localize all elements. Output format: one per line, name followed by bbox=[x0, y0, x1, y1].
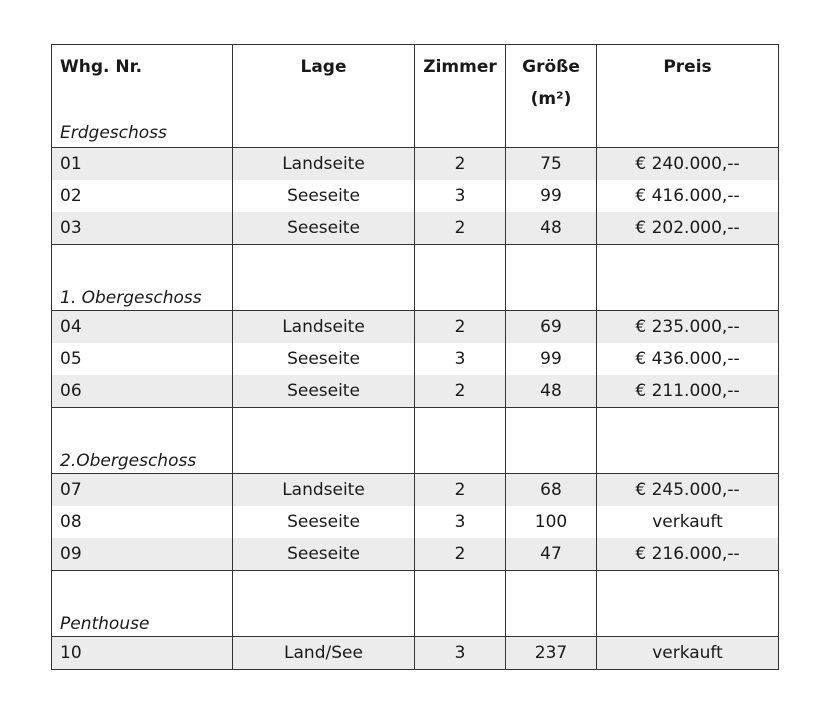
cell-nr: 09 bbox=[52, 538, 233, 571]
cell-lage: Landseite bbox=[233, 148, 415, 181]
cell-groesse: 75 bbox=[506, 148, 597, 181]
cell-zimmer: 3 bbox=[415, 180, 506, 212]
cell-zimmer: 3 bbox=[415, 343, 506, 375]
cell-zimmer: 2 bbox=[415, 474, 506, 507]
empty-cell bbox=[233, 245, 415, 311]
cell-preis: € 216.000,-- bbox=[597, 538, 779, 571]
header-groesse bbox=[506, 45, 597, 148]
apartment-table bbox=[51, 44, 779, 670]
header-zimmer: Zimmer bbox=[415, 45, 506, 148]
cell-lage: Seeseite bbox=[233, 180, 415, 212]
cell-zimmer: 2 bbox=[415, 538, 506, 571]
floor-row bbox=[52, 245, 779, 311]
cell-zimmer: 2 bbox=[415, 375, 506, 408]
floor-label-1-obergeschoss: 1. Obergeschoss bbox=[52, 245, 233, 311]
cell-preis: verkauft bbox=[597, 506, 779, 538]
cell-zimmer: 3 bbox=[415, 506, 506, 538]
header-preis: Preis bbox=[597, 45, 779, 148]
cell-nr: 02 bbox=[52, 180, 233, 212]
cell-preis: € 211.000,-- bbox=[597, 375, 779, 408]
cell-preis: € 245.000,-- bbox=[597, 474, 779, 507]
cell-lage: Seeseite bbox=[233, 212, 415, 245]
floor-label-erdgeschoss: Erdgeschoss bbox=[60, 123, 167, 143]
cell-lage: Seeseite bbox=[233, 506, 415, 538]
header-nr bbox=[52, 45, 233, 148]
empty-cell bbox=[415, 571, 506, 637]
cell-nr: 04 bbox=[52, 311, 233, 344]
cell-groesse: 69 bbox=[506, 311, 597, 344]
floor-label-penthouse: Penthouse bbox=[52, 571, 233, 637]
header-groesse-label: Größe bbox=[522, 57, 580, 77]
table-row bbox=[52, 375, 779, 408]
table-row bbox=[52, 506, 779, 538]
table-row bbox=[52, 311, 779, 344]
cell-nr: 07 bbox=[52, 474, 233, 507]
cell-lage: Seeseite bbox=[233, 343, 415, 375]
table-row bbox=[52, 212, 779, 245]
header-lage: Lage bbox=[233, 45, 415, 148]
table-row bbox=[52, 474, 779, 507]
cell-groesse: 237 bbox=[506, 637, 597, 670]
empty-cell bbox=[597, 245, 779, 311]
cell-nr: 10 bbox=[52, 637, 233, 670]
empty-cell bbox=[233, 408, 415, 474]
cell-zimmer: 2 bbox=[415, 212, 506, 245]
cell-preis: € 235.000,-- bbox=[597, 311, 779, 344]
cell-nr: 03 bbox=[52, 212, 233, 245]
header-row bbox=[52, 45, 779, 148]
cell-zimmer: 3 bbox=[415, 637, 506, 670]
cell-groesse: 100 bbox=[506, 506, 597, 538]
cell-nr: 05 bbox=[52, 343, 233, 375]
empty-cell bbox=[506, 245, 597, 311]
cell-groesse: 48 bbox=[506, 212, 597, 245]
cell-lage: Seeseite bbox=[233, 375, 415, 408]
cell-preis: verkauft bbox=[597, 637, 779, 670]
cell-groesse: 48 bbox=[506, 375, 597, 408]
cell-zimmer: 2 bbox=[415, 148, 506, 181]
cell-preis: € 202.000,-- bbox=[597, 212, 779, 245]
cell-preis: € 416.000,-- bbox=[597, 180, 779, 212]
empty-cell bbox=[233, 571, 415, 637]
cell-nr: 06 bbox=[52, 375, 233, 408]
floor-row bbox=[52, 408, 779, 474]
table-row bbox=[52, 538, 779, 571]
empty-cell bbox=[597, 571, 779, 637]
floor-label-2-obergeschoss: 2.Obergeschoss bbox=[52, 408, 233, 474]
cell-lage: Landseite bbox=[233, 474, 415, 507]
table-row bbox=[52, 637, 779, 670]
empty-cell bbox=[415, 408, 506, 474]
cell-groesse: 99 bbox=[506, 343, 597, 375]
cell-nr: 01 bbox=[52, 148, 233, 181]
floor-row bbox=[52, 571, 779, 637]
empty-cell bbox=[597, 408, 779, 474]
cell-lage: Land/See bbox=[233, 637, 415, 670]
empty-cell bbox=[506, 571, 597, 637]
header-groesse-unit: (m²) bbox=[530, 89, 572, 109]
cell-groesse: 47 bbox=[506, 538, 597, 571]
cell-groesse: 68 bbox=[506, 474, 597, 507]
empty-cell bbox=[506, 408, 597, 474]
empty-cell bbox=[415, 245, 506, 311]
header-nr-label: Whg. Nr. bbox=[60, 57, 143, 77]
table-row bbox=[52, 180, 779, 212]
table-row bbox=[52, 148, 779, 181]
cell-lage: Landseite bbox=[233, 311, 415, 344]
cell-preis: € 240.000,-- bbox=[597, 148, 779, 181]
cell-zimmer: 2 bbox=[415, 311, 506, 344]
table-row bbox=[52, 343, 779, 375]
cell-lage: Seeseite bbox=[233, 538, 415, 571]
cell-groesse: 99 bbox=[506, 180, 597, 212]
cell-nr: 08 bbox=[52, 506, 233, 538]
cell-preis: € 436.000,-- bbox=[597, 343, 779, 375]
